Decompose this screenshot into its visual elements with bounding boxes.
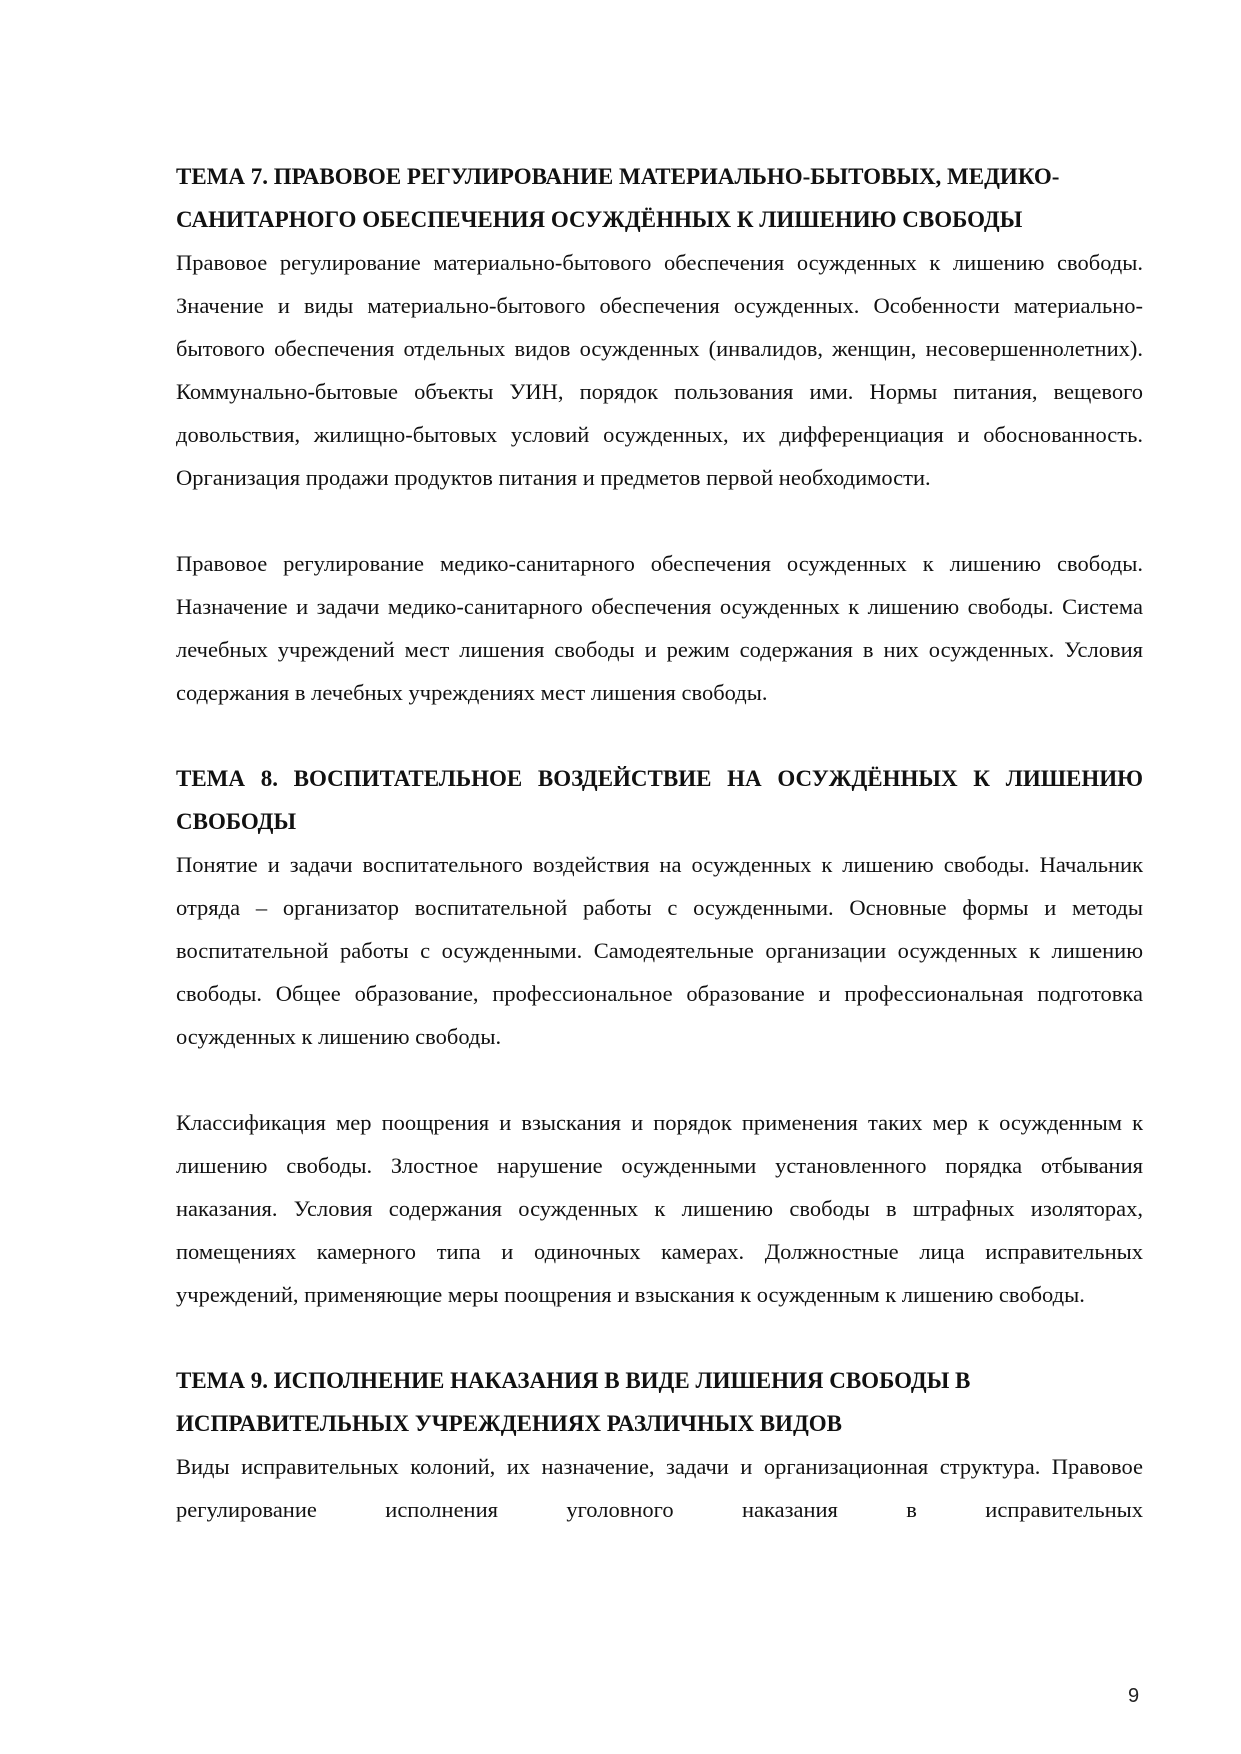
paragraph: Понятие и задачи воспитательного воздействия на осужденных к лишению свободы. Начальник отряда – организатор воспитательной работы с осужденными. Основные формы и методы воспитательной работы с осужденными. Самодеятельные организации осужденных к лишению свободы. Общее образование, профессиональное образование и профессиональная подготовка осужденных к лишению свободы. bbox=[176, 852, 1143, 1049]
paragraph: Виды исправительных колоний, их назначение, задачи и организационная структура. Правовое регулирование исполнения уголовного наказания в исправительных bbox=[176, 1454, 1143, 1522]
page-number: 9 bbox=[1128, 1685, 1140, 1707]
paragraph-spacer bbox=[176, 1058, 1143, 1101]
section-title-7: ТЕМА 7. ПРАВОВОЕ РЕГУЛИРОВАНИЕ МАТЕРИАЛЬНО-БЫТОВЫХ, МЕДИКО-САНИТАРНОГО ОБЕСПЕЧЕНИЯ ОСУЖДЁННЫХ К ЛИШЕНИЮ СВОБОДЫ bbox=[176, 164, 1060, 232]
section-title-9: ТЕМА 9. ИСПОЛНЕНИЕ НАКАЗАНИЯ В ВИДЕ ЛИШЕНИЯ СВОБОДЫ В ИСПРАВИТЕЛЬНЫХ УЧРЕЖДЕНИЯХ РАЗЛИЧНЫХ ВИДОВ bbox=[176, 1368, 971, 1436]
paragraph: Правовое регулирование медико-санитарного обеспечения осужденных к лишению свободы. Назначение и задачи медико-санитарного обеспечения осужденных к лишению свободы. Система лечебных учреждений мест лишения свободы и режим содержания в них осужденных. Условия содержания в лечебных учреждениях мест лишения свободы. bbox=[176, 551, 1143, 705]
section-spacer bbox=[176, 1316, 1143, 1359]
paragraph: Классификация мер поощрения и взыскания и порядок применения таких мер к осужденным к лишению свободы. Злостное нарушение осужденными установленного порядка отбывания наказания. Условия содержания осужденных к лишению свободы в штрафных изоляторах, помещениях камерного типа и одиночных камерах. Должностные лица исправительных учреждений, применяющие меры поощрения и взыскания к осужденным к лишению свободы. bbox=[176, 1110, 1143, 1307]
section-title-8: ТЕМА 8. ВОСПИТАТЕЛЬНОЕ ВОЗДЕЙСТВИЕ НА ОСУЖДЁННЫХ К ЛИШЕНИЮ СВОБОДЫ bbox=[176, 766, 1143, 834]
section-spacer bbox=[176, 714, 1143, 757]
paragraph: Правовое регулирование материально-бытового обеспечения осужденных к лишению свободы. Значение и виды материально-бытового обеспечения осужденных. Особенности материально-бытового обеспечения отдельных видов осужденных (инвалидов, женщин, несовершеннолетних). Коммунально-бытовые объекты УИН, порядок пользования ими. Нормы питания, вещевого довольствия, жилищно-бытовых условий осужденных, их дифференциация и обоснованность. Организация продажи продуктов питания и предметов первой необходимости. bbox=[176, 250, 1143, 490]
document-page bbox=[176, 155, 1143, 1531]
paragraph-spacer bbox=[176, 499, 1143, 542]
